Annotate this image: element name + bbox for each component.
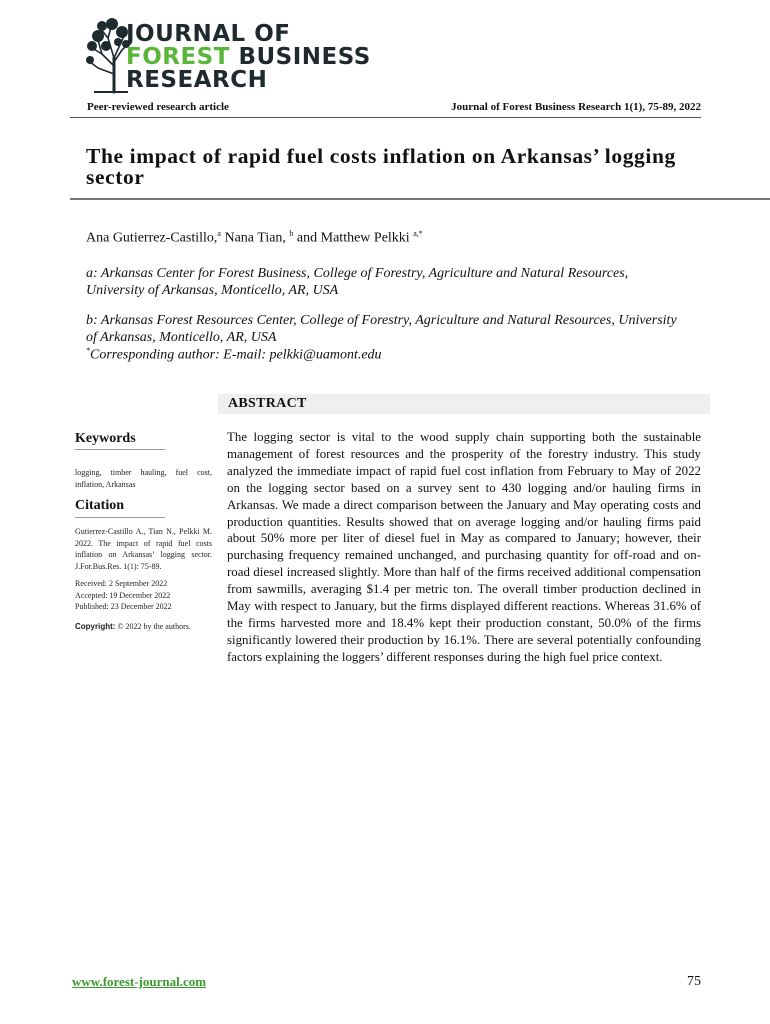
author-2: Nana Tian, (220, 230, 290, 246)
keywords-divider (75, 449, 165, 450)
abstract-heading: ABSTRACT (228, 396, 307, 411)
title-divider (70, 198, 770, 200)
journal-logo (86, 18, 371, 98)
copyright-notice (75, 622, 191, 631)
logo-line-1: JOURNAL OF (126, 21, 291, 47)
logo-forest-word: FOREST (126, 44, 230, 70)
corr-text: Corresponding author: E-mail: pelkki@uamont.edu (90, 347, 382, 363)
author-3: and Matthew Pelkki (293, 230, 414, 246)
affiliation-a: a: Arkansas Center for Forest Business, College of Forestry, Agriculture and Natural Resources, University of Arkansas, Monticello, AR, USA (86, 266, 629, 298)
author-list (86, 229, 423, 247)
header-divider (70, 117, 701, 118)
journal-reference: Journal of Forest Business Research 1(1), 75-89, 2022 (451, 101, 701, 113)
author-2-affil: b (289, 229, 294, 238)
page-number: 75 (687, 974, 701, 989)
keywords-heading: Keywords (75, 431, 136, 446)
journal-website-link[interactable]: www.forest-journal.com (72, 974, 207, 989)
copyright-label: Copyright: (75, 622, 116, 631)
published-date: Published: 23 December 2022 (75, 602, 172, 611)
article-type: Peer-reviewed research article (87, 101, 229, 113)
copyright-text: © 2022 by the authors. (115, 622, 191, 631)
abstract-body: The logging sector is vital to the wood supply chain supporting both the sustainable management of forest resources and the prosperity of the forestry industry. This study analyzed the immediate impact of rapid fuel cost inflation from February to May of 2022 on the logging sector based on a survey sent to 430 logging and/or hauling firms in Arkansas. We made a direct comparison between the January and May operating costs and production quantities. Results showed that on average logging and/or hauling firms paid about 50% more per liter of diesel fuel in May as compared to January; however, their purchasing frequency remained unchanged, and purchasing quantity for off-road and on-road diesel increased slightly. More than half of the firms received additional compensation from sawmills, averaging $1.4 per metric ton. The overall timber production declined in May with respect to January, but the firms displayed different reactions. Whereas 31.6% of the firms harvested more and 18.4% kept their production constant, 50.0% of the firms significantly lowered their production by 16.1%. There are several potentially confounding factors explaining the loggers’ different responses during the high fuel price context. (227, 430, 701, 664)
citation-text: Gutierrez-Castillo A., Tian N., Pelkki M. 2022. The impact of rapid fuel costs inflation on Arkansas’ logging sector. J.For.Bus.Res. 1(1): 75-89. (75, 527, 212, 571)
author-1: Ana Gutierrez-Castillo, (86, 230, 218, 246)
affiliation-b: b: Arkansas Forest Resources Center, College of Forestry, Agriculture and Natural Resources, University of Arkansas, Monticello, AR, USA (86, 313, 677, 345)
logo-line-3: RESEARCH (126, 67, 268, 93)
received-date: Received: 2 September 2022 (75, 579, 168, 588)
logo-line-2 (126, 45, 371, 69)
corr-marker: * (86, 346, 90, 355)
author-3-affil: a,* (413, 229, 423, 238)
author-1-affil: a (217, 229, 221, 238)
corresponding-author (86, 346, 382, 364)
tree-logo-icon (86, 18, 130, 94)
logo-business-word: BUSINESS (229, 44, 371, 70)
keywords-text: logging, timber hauling, fuel cost, inflation, Arkansas (75, 468, 212, 489)
publication-dates (75, 578, 212, 613)
citation-heading: Citation (75, 498, 124, 513)
citation-divider (75, 517, 165, 518)
accepted-date: Accepted: 19 December 2022 (75, 590, 171, 600)
article-title: The impact of rapid fuel costs inflation on Arkansas’ logging sector (86, 144, 676, 189)
